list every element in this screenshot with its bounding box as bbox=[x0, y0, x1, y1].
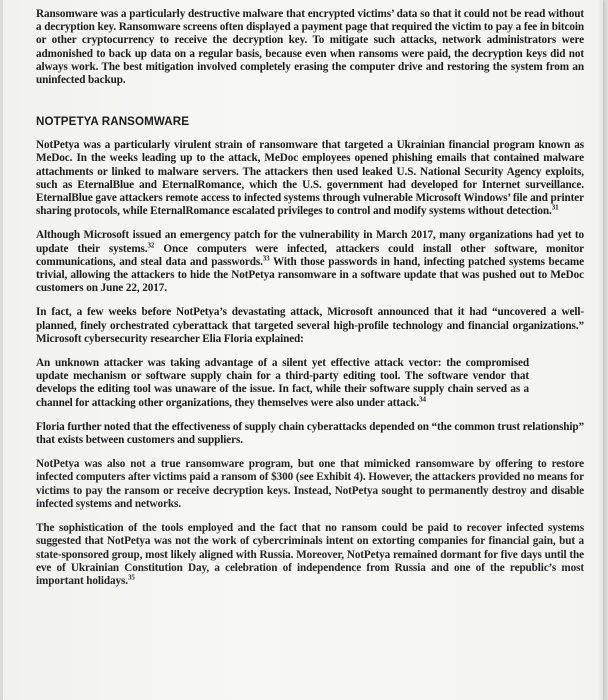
section-heading: NOTPETYA RANSOMWARE bbox=[36, 115, 190, 129]
paragraph-text: The sophistication of the tools employed and the fact that no ransom could be paid to recover infected systems suggested that NotPetya was not the work of cybercriminals intent on extorting companies for financial gain, but a state-sponsored group, most likely aligned with Russia. Moreover, NotPetya remained dormant for five days until the eve of Ukrainian Constitution Day, a celebration of independence from Russia and one of the republic’s most important holidays. bbox=[36, 522, 584, 587]
page-edge-shadow bbox=[597, 0, 603, 700]
paragraph-text: NotPetya was a particularly virulent strain of ransomware that targeted a Ukrainian financial program known as MeDoc. In the weeks leading up to the attack, MeDoc employees opened phishing emails that contained malware attachments or linked to malware servers. The attackers then used leaked U.S. National Security Agency exploits, such as EternalBlue and EternalRomance, which the U.S. government had developed for Internet surveillance. EternalBlue gave attackers remote access to infected systems through vulnerable Microsoft Windows’ file and printer sharing protocols, while EternalRomance escalated privileges to control and modify systems without detection. bbox=[36, 139, 584, 218]
document-body bbox=[36, 8, 584, 588]
quote-text: An unknown attacker was taking advantage of a silent yet effective attack vector: the compromised update mechanism or software supply chain for a third-party editing tool. The software vendor that develops the editing tool was unaware of the issue. In fact, while their software supply chain served as a channel for attacking other organizations, they themselves were also under attack. bbox=[36, 357, 529, 409]
paragraph-notpetya-intro bbox=[36, 139, 584, 218]
intro-paragraph: Ransomware was a particularly destructive malware that encrypted victims’ data so that it could not be read without a decryption key. Ransomware screens often displayed a payment page that required the victim to pay a fee in bitcoin or other cryptocurrency to receive the decryption key. To mitigate such attacks, network administrators were admonished to back up data on a regular basis, because even when ransoms were paid, the decryption keys did not always work. The best mitigation involved completely erasing the computer drive and restoring the system from an uninfected backup. bbox=[36, 8, 584, 87]
paragraph-supply-chain-trust: Floria further noted that the effectiveness of supply chain cyberattacks depended on “the common trust relationship” that exists between customers and suppliers. bbox=[36, 420, 584, 447]
paragraph-text: With those passwords in hand, infecting patched systems became trivial, allowing the attackers to hide the NotPetya ransomware in a software update that was pushed out to MeDoc customers on June 22, 2017. bbox=[36, 255, 584, 295]
paragraph-text: Once computers were infected, attackers could install other software, monitor communications, and steal data and passwords. bbox=[36, 242, 584, 268]
paragraph-state-sponsored bbox=[36, 522, 584, 588]
footnote-marker: 33 bbox=[262, 254, 270, 263]
paragraph-text: Although Microsoft issued an emergency patch for the vulnerability in March 2017, many organizations had yet to update their systems. bbox=[36, 229, 584, 255]
footnote-marker: 31 bbox=[551, 203, 559, 212]
block-quote bbox=[36, 357, 529, 410]
document-page bbox=[3, 0, 603, 700]
footnote-marker: 35 bbox=[127, 573, 135, 582]
paragraph-microsoft-patch bbox=[36, 229, 584, 295]
footnote-marker: 32 bbox=[147, 240, 155, 249]
footnote-marker: 34 bbox=[419, 394, 426, 403]
paragraph-ransom-mimic: NotPetya was also not a true ransomware program, but one that mimicked ransomware by offering to restore infected computers after victims paid a ransom of $300 (see Exhibit 4). However, the attackers provided no means for victims to pay the ransom or receive decryption keys. Instead, NotPetya sought to permanently destroy and disable infected systems and networks. bbox=[36, 458, 584, 510]
paragraph-floria-intro: In fact, a few weeks before NotPetya’s devastating attack, Microsoft announced that it had “uncovered a well-planned, finely orchestrated cyberattack that targeted several high-profile technology and financial organizations.” Microsoft cybersecurity researcher Elia Floria explained: bbox=[36, 306, 584, 345]
